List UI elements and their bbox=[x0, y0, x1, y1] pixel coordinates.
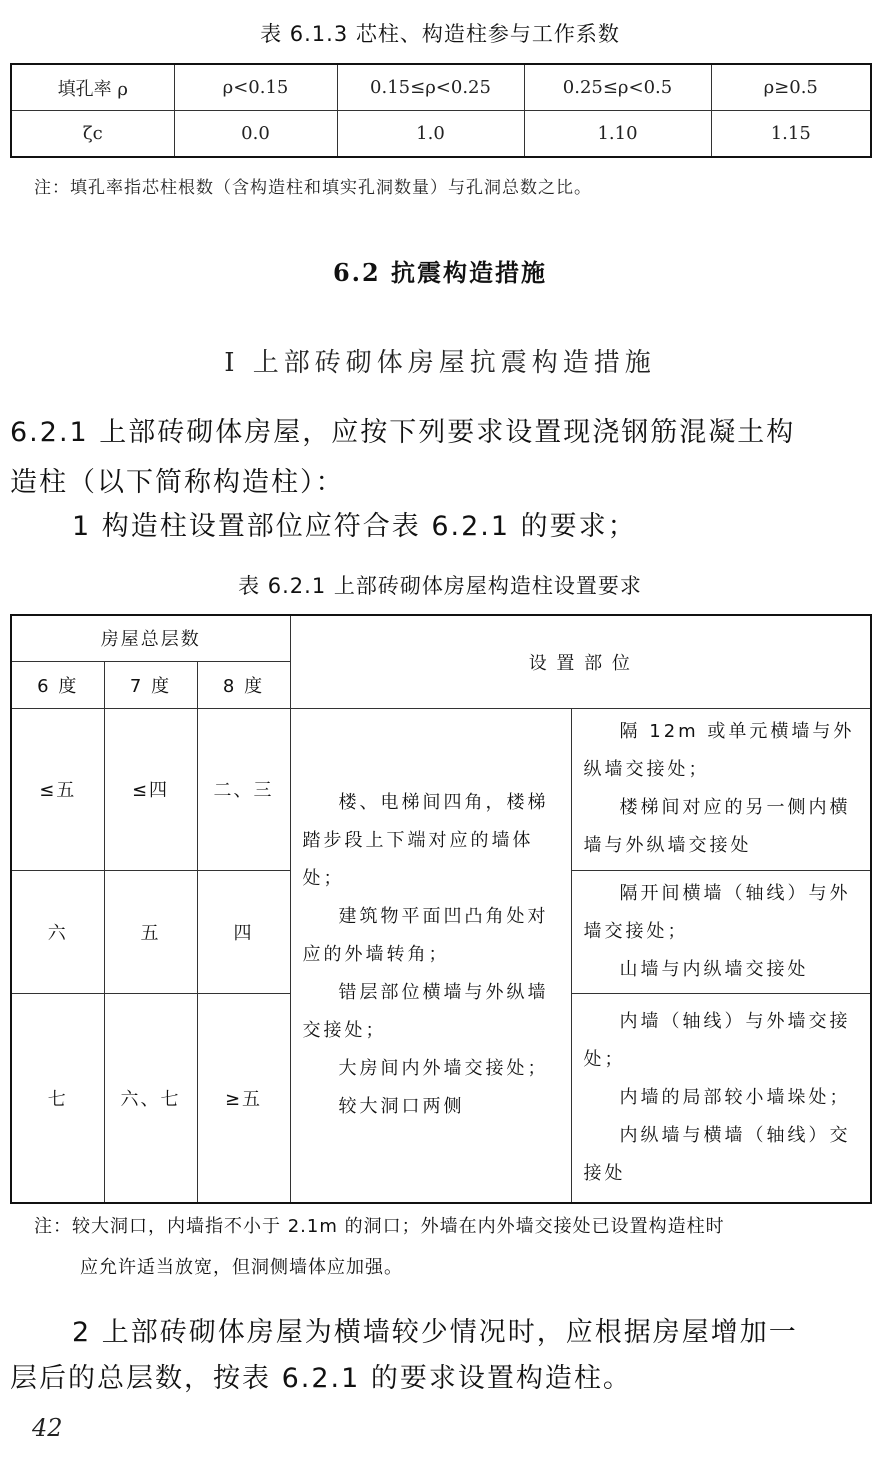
table-cell: 1.0 bbox=[337, 111, 524, 158]
table-6-1-3-title: 表 6.1.3 芯柱、构造柱参与工作系数 bbox=[260, 22, 620, 46]
specific-location: 隔开间横墙（轴线）与外墙交接处； bbox=[583, 882, 851, 942]
table-cell: ρ≥0.5 bbox=[711, 64, 871, 111]
clause-item-2-line2: 层后的总层数，按表 6.2.1 的要求设置构造柱。 bbox=[10, 1363, 632, 1394]
table-6-2-1-title: 表 6.2.1 上部砖砌体房屋构造柱设置要求 bbox=[238, 574, 642, 598]
specific-locations-cell bbox=[571, 993, 871, 1203]
specific-locations-cell bbox=[571, 708, 871, 870]
header-7-degree: 7 度 bbox=[104, 661, 197, 708]
specific-location: 内墙（轴线）与外墙交接处； bbox=[583, 1010, 851, 1070]
clause-6-2-1-line2: 造柱（以下简称构造柱）： bbox=[10, 467, 345, 498]
table-cell: ≤四 bbox=[104, 708, 197, 870]
table-6-1-3 bbox=[10, 63, 872, 158]
specific-location: 楼梯间对应的另一侧内横墙与外纵墙交接处 bbox=[583, 797, 851, 856]
table-cell: 六、七 bbox=[104, 993, 197, 1203]
table-cell: ζc bbox=[11, 111, 174, 158]
page-number: 42 bbox=[32, 1414, 63, 1442]
common-location: 错层部位横墙与外纵墙交接处； bbox=[302, 982, 549, 1042]
table-cell: 七 bbox=[11, 993, 104, 1203]
table-cell: 填孔率 ρ bbox=[11, 64, 174, 111]
table-row bbox=[11, 708, 871, 870]
section-title: 6.2 抗震构造措施 bbox=[332, 258, 548, 287]
table-row bbox=[11, 111, 871, 158]
common-location: 楼、电梯间四角，楼梯踏步段上下端对应的墙体处； bbox=[302, 792, 549, 890]
table-cell: 六 bbox=[11, 870, 104, 993]
subsection-title: Ⅰ 上部砖砌体房屋抗震构造措施 bbox=[224, 348, 656, 378]
table-cell: 五 bbox=[104, 870, 197, 993]
common-location: 建筑物平面凹凸角处对应的外墙转角； bbox=[302, 906, 549, 966]
clause-6-2-1-line1: 6.2.1 上部砖砌体房屋，应按下列要求设置现浇钢筋混凝土构 bbox=[10, 417, 796, 448]
specific-location: 内墙的局部较小墙垛处； bbox=[619, 1086, 851, 1108]
table-6-2-1 bbox=[10, 614, 872, 1204]
table-cell: 0.25≤ρ<0.5 bbox=[524, 64, 711, 111]
specific-locations-cell bbox=[571, 870, 871, 993]
header-location: 设 置 部 位 bbox=[290, 615, 871, 708]
table-6-2-1-note-line1: 注：较大洞口，内墙指不小于 2.1m 的洞口；外墙在内外墙交接处已设置构造柱时 bbox=[34, 1216, 725, 1237]
specific-location: 内纵墙与横墙（轴线）交接处 bbox=[583, 1124, 851, 1184]
table-cell: 1.15 bbox=[711, 111, 871, 158]
table-cell: ρ<0.15 bbox=[174, 64, 337, 111]
header-6-degree: 6 度 bbox=[11, 661, 104, 708]
specific-location: 隔 12m 或单元横墙与外纵墙交接处； bbox=[583, 721, 855, 780]
table-cell: 二、三 bbox=[197, 708, 290, 870]
specific-location: 山墙与内纵墙交接处 bbox=[619, 958, 809, 980]
table-cell: 0.0 bbox=[174, 111, 337, 158]
table-cell: 四 bbox=[197, 870, 290, 993]
header-8-degree: 8 度 bbox=[197, 661, 290, 708]
table-cell: ≤五 bbox=[11, 708, 104, 870]
common-location: 大房间内外墙交接处； bbox=[338, 1058, 549, 1080]
clause-item-2-line1: 2 上部砖砌体房屋为横墙较少情况时，应根据房屋增加一 bbox=[72, 1317, 798, 1348]
table-header-row bbox=[11, 615, 871, 661]
table-6-1-3-note: 注：填孔率指芯柱根数（含构造柱和填实孔洞数量）与孔洞总数之比。 bbox=[34, 178, 592, 198]
table-6-2-1-note-line2: 应允许适当放宽，但洞侧墙体应加强。 bbox=[80, 1257, 403, 1278]
common-location: 较大洞口两侧 bbox=[338, 1096, 465, 1118]
table-header-row bbox=[11, 64, 871, 111]
table-cell: ≥五 bbox=[197, 993, 290, 1203]
clause-item-1: 1 构造柱设置部位应符合表 6.2.1 的要求； bbox=[72, 511, 637, 542]
common-locations-cell bbox=[290, 708, 571, 1203]
table-cell: 0.15≤ρ<0.25 bbox=[337, 64, 524, 111]
table-cell: 1.10 bbox=[524, 111, 711, 158]
header-floors: 房屋总层数 bbox=[11, 615, 290, 661]
